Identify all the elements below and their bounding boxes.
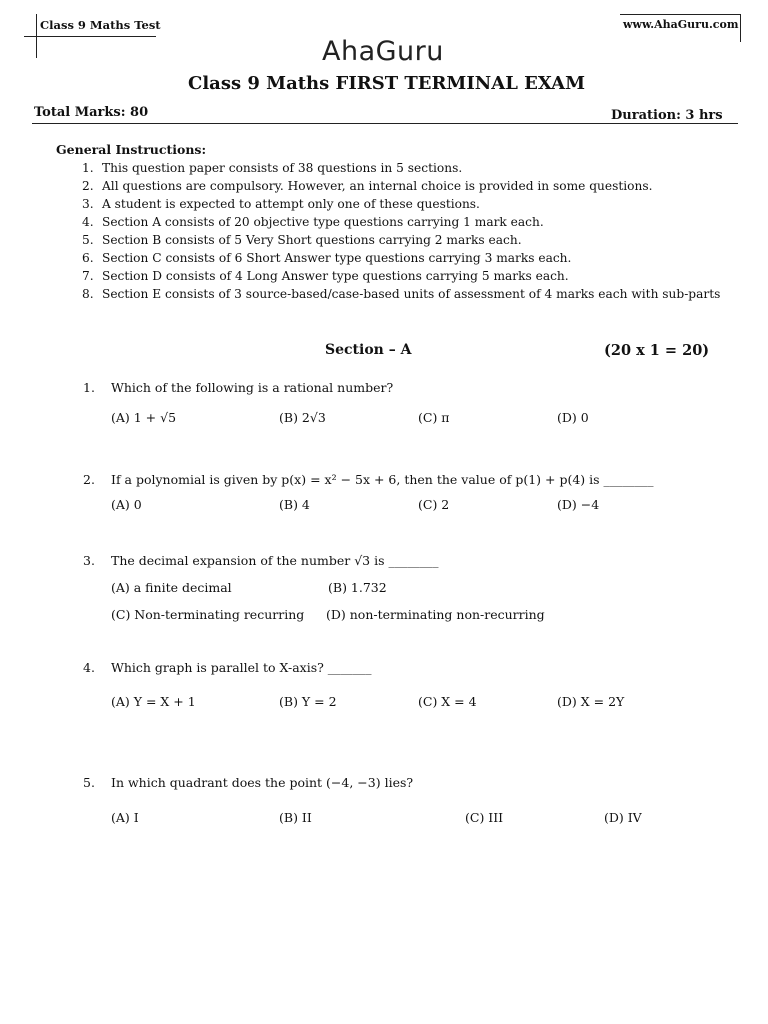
instruction-item <box>82 159 720 177</box>
instruction-text: All questions are compulsory. However, an internal choice is provided in some questions. <box>102 179 653 193</box>
question-text: Which of the following is a rational number? <box>111 380 394 395</box>
question-number: 4. <box>83 660 95 675</box>
question-text: If a polynomial is given by p(x) = x² − 5x + 6, then the value of p(1) + p(4) is ________ <box>111 472 654 487</box>
option-d: (D) 0 <box>557 410 589 425</box>
question-number: 1. <box>83 380 95 395</box>
option-c: (C) X = 4 <box>418 694 477 709</box>
option-b: (B) 4 <box>279 497 310 512</box>
instructions-heading: General Instructions: <box>56 142 207 157</box>
option-d: (D) IV <box>604 810 642 825</box>
instruction-text: Section E consists of 3 source-based/case-based units of assessment of 4 marks each with sub-parts <box>102 287 721 301</box>
question-text: Which graph is parallel to X-axis? _______ <box>111 660 372 675</box>
title-underline <box>32 123 738 124</box>
question-text: The decimal expansion of the number √3 is ________ <box>111 553 439 568</box>
option-a: (A) 1 + √5 <box>111 410 177 425</box>
instruction-text: Section B consists of 5 Very Short questions carrying 2 marks each. <box>102 233 522 247</box>
total-marks: Total Marks: 80 <box>34 105 149 120</box>
test-label: Class 9 Maths Test <box>40 18 161 32</box>
instruction-number: 2. <box>82 179 94 193</box>
option-a: (A) a finite decimal <box>111 580 232 595</box>
exam-title: Class 9 Maths FIRST TERMINAL EXAM <box>188 73 586 94</box>
instruction-item <box>82 249 720 267</box>
option-c: (C) π <box>418 410 450 425</box>
instruction-number: 8. <box>82 287 94 301</box>
option-d: (D) X = 2Y <box>557 694 625 709</box>
instruction-text: Section C consists of 6 Short Answer type questions carrying 3 marks each. <box>102 251 572 265</box>
instruction-text: A student is expected to attempt only one of these questions. <box>102 197 480 211</box>
option-d: (D) −4 <box>557 497 600 512</box>
duration: Duration: 3 hrs <box>611 108 723 123</box>
instruction-item <box>82 267 720 285</box>
instruction-item <box>82 285 720 303</box>
instruction-number: 5. <box>82 233 94 247</box>
question-text: In which quadrant does the point (−4, −3) lies? <box>111 775 414 790</box>
option-a: (A) Y = X + 1 <box>111 694 196 709</box>
question-number: 3. <box>83 553 95 568</box>
instruction-number: 7. <box>82 269 94 283</box>
option-a: (A) 0 <box>111 497 142 512</box>
instruction-item <box>82 177 720 195</box>
instruction-number: 6. <box>82 251 94 265</box>
header-left-horizontal-line <box>24 36 156 37</box>
option-b: (B) 2√3 <box>279 410 326 425</box>
instruction-number: 1. <box>82 161 94 175</box>
instruction-text: Section D consists of 4 Long Answer type questions carrying 5 marks each. <box>102 269 569 283</box>
header-right-vertical-line <box>740 14 741 42</box>
option-c: (C) 2 <box>418 497 450 512</box>
ahaguru-logo: AhaGuru <box>322 36 444 67</box>
instruction-number: 4. <box>82 215 94 229</box>
section-marks: (20 x 1 = 20) <box>604 342 710 359</box>
instruction-text: Section A consists of 20 objective type questions carrying 1 mark each. <box>102 215 544 229</box>
option-b: (B) Y = 2 <box>279 694 337 709</box>
instruction-item <box>82 195 720 213</box>
instruction-item <box>82 231 720 249</box>
header-right-top-line <box>620 14 740 15</box>
section-title: Section – A <box>325 342 412 358</box>
option-b: (B) II <box>279 810 312 825</box>
option-a: (A) I <box>111 810 139 825</box>
website-label: www.AhaGuru.com <box>623 18 739 31</box>
instruction-number: 3. <box>82 197 94 211</box>
option-c: (C) Non-terminating recurring <box>111 607 305 622</box>
option-d: (D) non-terminating non-recurring <box>326 607 545 622</box>
option-c: (C) III <box>465 810 504 825</box>
instruction-text: This question paper consists of 38 questions in 5 sections. <box>102 161 463 175</box>
option-b: (B) 1.732 <box>328 580 387 595</box>
question-number: 2. <box>83 472 95 487</box>
question-number: 5. <box>83 775 95 790</box>
instruction-item <box>82 213 720 231</box>
instructions-list <box>82 159 720 303</box>
